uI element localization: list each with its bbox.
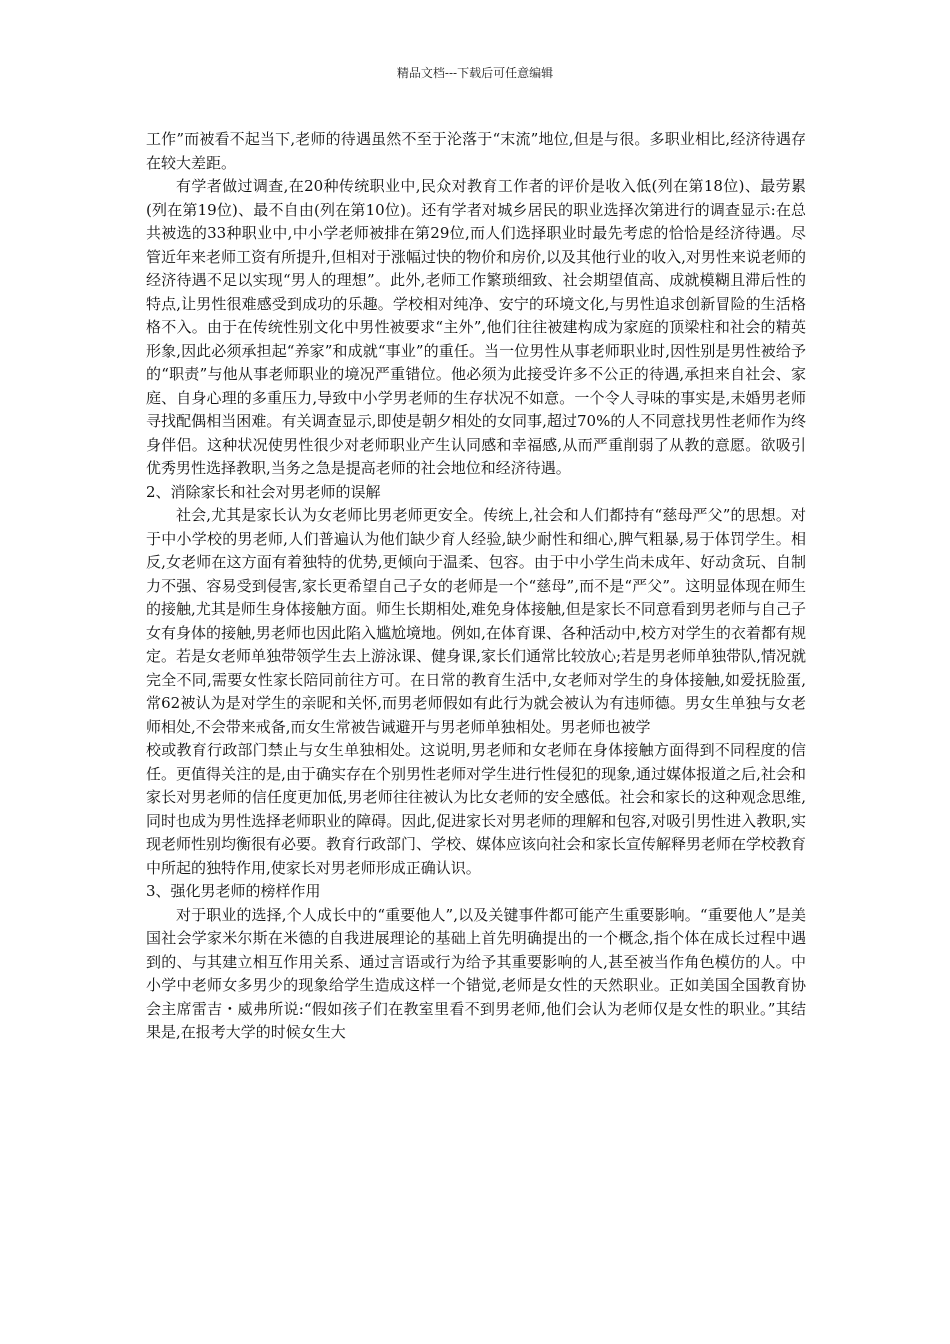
paragraph-1: 工作”而被看不起当下,老师的待遇虽然不至于沦落于“末流”地位,但是与很。多职业相比,经济待遇存在较大差距。 — [146, 130, 806, 172]
page-header: 精品文档---下载后可任意编辑 — [396, 66, 554, 80]
paragraph-3: 社会,尤其是家长认为女老师比男老师更安全。传统上,社会和人们都持有“慈母严父”的思想。对于中小学校的男老师,人们普遍认为他们缺少育人经验,缺少耐性和细心,脾气粗暴,易于体罚学生。相反,女老师在这方面有着独特的优势,更倾向于温柔、包容。由于中小学生尚未成年、好动贪玩、自制力不强、容易受到侵害,家长更希望自己子女的老师是一个“慈母”,而不是“严父”。这明显体现在师生的接触,尤其是师生身体接触方面。师生长期相处,难免身体接触,但是家长不同意看到男老师与自己子女有身体的接触,男老师也因此陷入尴尬境地。例如,在体育课、各种活动中,校方对学生的衣着都有规定。若是女老师单独带领学生去上游泳课、健身课,家长们通常比较放心;若是男老师单独带队,情况就完全不同,需要女性家长陪同前往方可。在日常的教育生活中,女老师对学生的身体接触,如爱抚脸蛋,常62被认为是对学生的亲昵和关怀,而男老师假如有此行为就会被认为有违师德。男女生单独与女老师相处,不会带来戒备,而女生常被告诫避开与男老师单独相处。男老师也被学 — [146, 506, 806, 736]
section-heading-3: 3、强化男老师的榜样作用 — [146, 882, 321, 900]
section-heading-2: 2、消除家长和社会对男老师的误解 — [146, 482, 381, 501]
document-body — [146, 128, 806, 1045]
paragraph-5: 对于职业的选择,个人成长中的“重要他人”,以及关键事件都可能产生重要影响。“重要他人”是美国社会学家米尔斯在米德的自我进展理论的基础上首先明确提出的一个概念,指个体在成长过程中遇到的、与其建立相互作用关系、通过言语或行为给予其重要影响的人,甚至被当作角色模仿的人。中小学中老师女多男少的现象给学生造成这样一个错觉,老师是女性的天然职业。正如美国全国教育协会主席雷吉・威弗所说:“假如孩子们在教室里看不到男老师,他们会认为老师仅是女性的职业。”其结果是,在报考大学的时候女生大 — [146, 905, 806, 1041]
paragraph-4: 校或教育行政部门禁止与女生单独相处。这说明,男老师和女老师在身体接触方面得到不同程度的信任。更值得关注的是,由于确实存在个别男性老师对学生进行性侵犯的现象,通过媒体报道之后,社会和家长对男老师的信任度更加低,男老师往往被认为比女老师的安全感低。社会和家长的这种观念思维,同时也成为男性选择老师职业的障碍。因此,促进家长对男老师的理解和包容,对吸引男性进入教职,实现老师性别均衡很有必要。教育行政部门、学校、媒体应该向社会和家长宣传解释男老师在学校教育中所起的独特作用,使家长对男老师形成正确认识。 — [146, 741, 807, 877]
paragraph-2: 有学者做过调查,在20种传统职业中,民众对教育工作者的评价是收入低(列在第18位)、最劳累(列在第19位)、最不自由(列在第10位)。还有学者对城乡居民的职业选择次第进行的调查显示:在总共被选的33种职业中,中小学老师被排在第29位,而人们选择职业时最先考虑的恰恰是经济待遇。尽管近年来老师工资有所提升,但相对于涨幅过快的物价和房价,以及其他行业的收入,对男性来说老师的经济待遇不足以实现“男人的理想”。此外,老师工作繁琐细致、社会期望值高、成就模糊且滞后性的特点,让男性很难感受到成功的乐趣。学校相对纯净、安宁的环境文化,与男性追求创新冒险的生活格格不入。由于在传统性别文化中男性被要求“主外”,他们往往被建构成为家庭的顶梁柱和社会的精英形象,因此必须承担起“养家”和成就“事业”的重任。当一位男性从事老师职业时,因性别是男性被给予的“职责”与他从事老师职业的境况严重错位。他必须为此接受许多不公正的待遇,承担来自社会、家庭、自身心理的多重压力,导致中小学男老师的生存状况不如意。一个令人寻味的事实是,未婚男老师寻找配偶相当困难。有关调查显示,即使是朝夕相处的女同事,超过70%的人不同意找男性老师作为终身伴侣。这种状况使男性很少对老师职业产生认同感和幸福感,从而严重削弱了从教的意愿。欲吸引优秀男性选择教职,当务之急是提高老师的社会地位和经济待遇。 — [146, 177, 806, 477]
